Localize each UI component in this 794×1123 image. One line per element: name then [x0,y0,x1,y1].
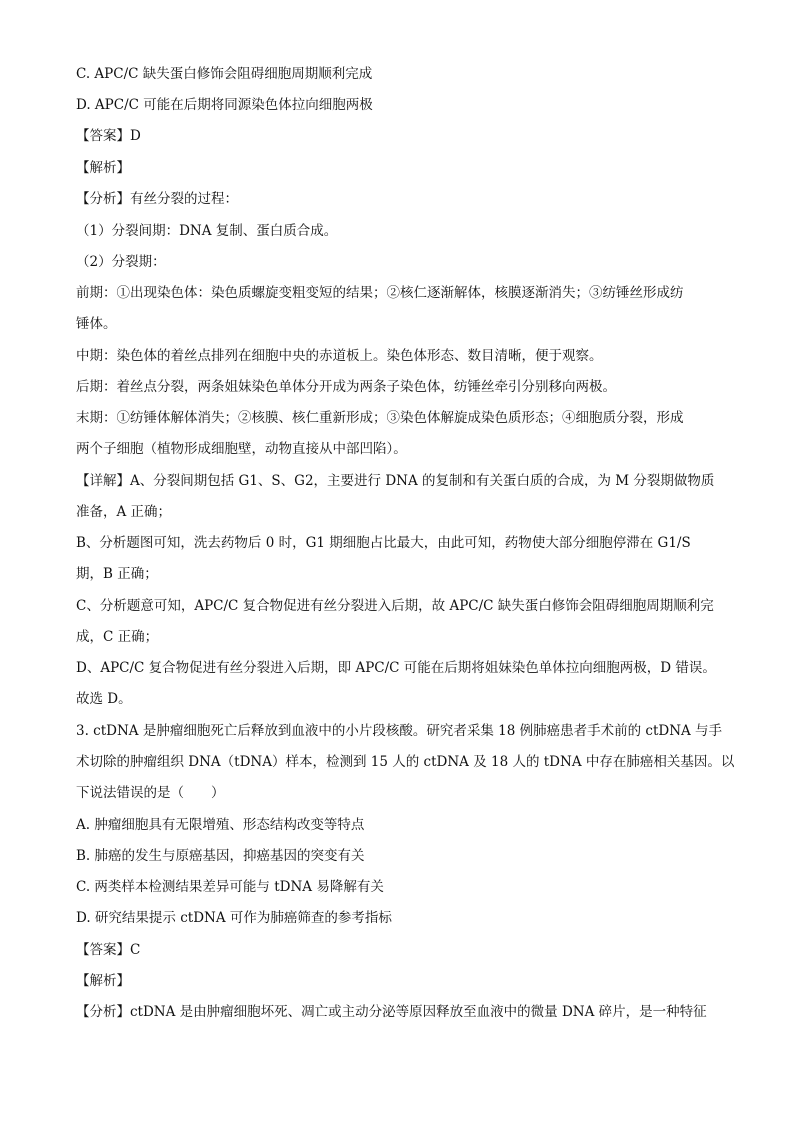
metaphase-line: 中期：染色体的着丝点排列在细胞中央的赤道板上。染色体形态、数目清晰，便于观察。 [76,348,603,364]
option-c-line: C. APC/C 缺失蛋白修饰会阻碍细胞周期顺利完成 [76,66,373,82]
answer-line: 【答案】D [76,128,141,144]
q3-explanation-heading: 【解析】 [76,973,130,989]
division-phase-line: （2）分裂期： [76,254,166,270]
prophase-line-cont: 锤体。 [76,316,117,332]
question-3-prompt: 下说法错误的是（ ） [76,785,225,801]
detail-b-line: B、分析题图可知，洗去药物后 0 时，G1 期细胞占比最大，由此可知，药物使大部分细胞停滞在 G1/S [76,535,691,551]
question-3-line: 3. ctDNA 是肿瘤细胞死亡后释放到血液中的小片段核酸。研究者采集 18 例肺癌患者手术前的 ctDNA 与手 [76,723,723,739]
telophase-line-cont: 两个子细胞（植物形成细胞壁，动物直接从中部凹陷）。 [76,441,407,457]
prophase-line: 前期：①出现染色体：染色质螺旋变粗变短的结果；②核仁逐渐解体，核膜逐渐消失；③纺锤丝形成纺 [76,285,684,301]
q3-option-b: B. 肺癌的发生与原癌基因，抑癌基因的突变有关 [76,848,365,864]
q3-analysis-line: 【分析】ctDNA 是由肿瘤细胞坏死、凋亡或主动分泌等原因释放至血液中的微量 DNA 碎片，是一种特征 [76,1004,707,1020]
q3-option-a: A. 肿瘤细胞具有无限增殖、形态结构改变等特点 [76,817,365,833]
choice-line: 故选 D。 [76,691,132,707]
detail-c-line-cont: 成，C 正确； [76,629,159,645]
question-3-line-cont: 术切除的肿瘤组织 DNA（tDNA）样本，检测到 15 人的 ctDNA 及 18 人的 tDNA 中存在肺癌相关基因。以 [76,754,735,770]
interphase-line: （1）分裂间期：DNA 复制、蛋白质合成。 [76,223,338,239]
detail-c-line: C、分析题意可知，APC/C 复合物促进有丝分裂进入后期，故 APC/C 缺失蛋白修饰会阻碍细胞周期顺利完 [76,598,714,614]
anaphase-line: 后期：着丝点分裂，两条姐妹染色单体分开成为两条子染色体，纺锤丝牵引分别移向两极。 [76,379,616,395]
detail-b-line-cont: 期，B 正确； [76,566,158,582]
detail-d-line: D、APC/C 复合物促进有丝分裂进入后期，即 APC/C 可能在后期将姐妹染色单体拉向细胞两极，D 错误。 [76,660,716,676]
analysis-line: 【分析】有丝分裂的过程： [76,191,238,207]
option-d-line: D. APC/C 可能在后期将同源染色体拉向细胞两极 [76,97,373,113]
telophase-line: 末期：①纺锤体解体消失；②核膜、核仁重新形成；③染色体解旋成染色质形态；④细胞质分裂，形成 [76,410,684,426]
detail-a-line: 【详解】A、分裂间期包括 G1、S、G2，主要进行 DNA 的复制和有关蛋白质的合成，为 M 分裂期做物质 [76,473,715,489]
q3-option-c: C. 两类样本检测结果差异可能与 tDNA 易降解有关 [76,879,384,895]
detail-a-line-cont: 准备，A 正确； [76,504,172,520]
q3-answer-line: 【答案】C [76,942,141,958]
q3-option-d: D. 研究结果提示 ctDNA 可作为肺癌筛查的参考指标 [76,910,392,926]
explanation-heading: 【解析】 [76,160,130,176]
